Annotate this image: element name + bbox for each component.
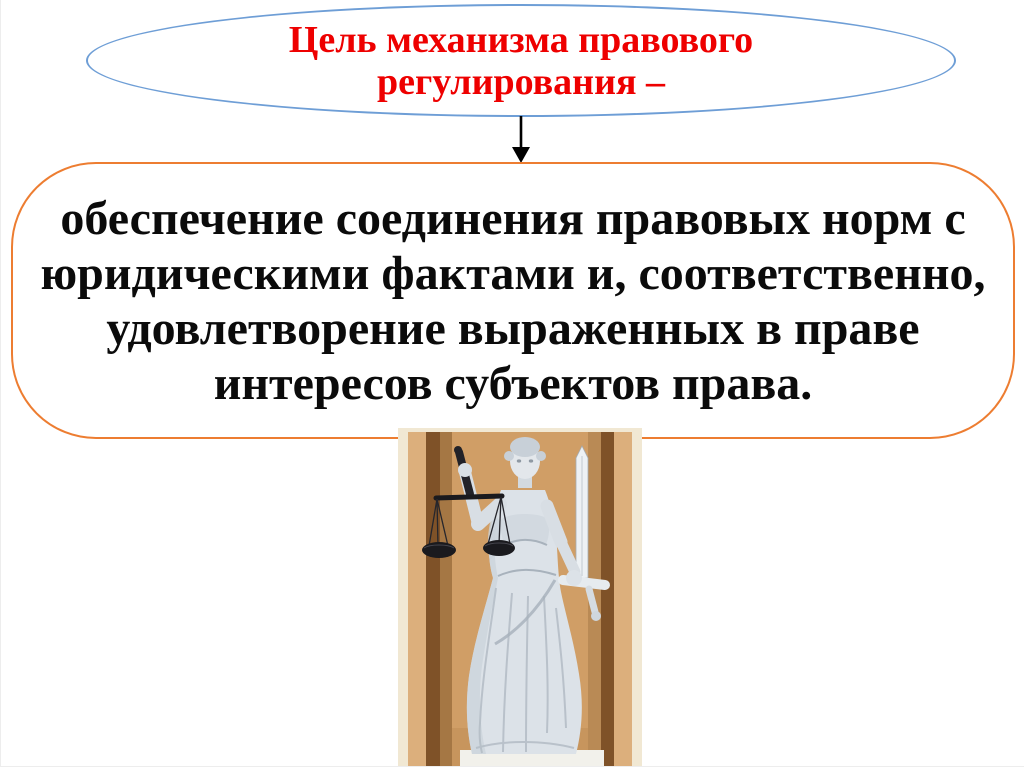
definition-box — [11, 162, 1015, 439]
scales-left-pan — [422, 542, 456, 558]
statue-left-hand — [566, 570, 582, 586]
sword-icon — [576, 446, 588, 578]
lady-justice-photo — [398, 428, 642, 767]
lady-justice-illustration — [398, 428, 642, 767]
goal-ellipse-text-line1: Цель механизма правового — [288, 18, 754, 61]
definition-text-line3: удовлетворение выраженных в праве — [106, 301, 920, 355]
down-arrow-icon — [507, 116, 535, 164]
scales-beam — [436, 496, 502, 498]
definition-text-line4: интересов субъектов права. — [213, 356, 813, 410]
statue-hair — [510, 437, 540, 457]
statue-right-hand — [458, 463, 472, 477]
definition-text-line1: обеспечение соединения правовых норм с — [60, 191, 966, 245]
scales-right-pan — [483, 540, 515, 556]
goal-ellipse-text-line2: регулирования – — [376, 60, 666, 103]
sword-pommel — [591, 611, 601, 621]
goal-ellipse — [86, 4, 956, 117]
definition-text-line2: юридическими фактами и, соответственно, — [40, 246, 986, 300]
